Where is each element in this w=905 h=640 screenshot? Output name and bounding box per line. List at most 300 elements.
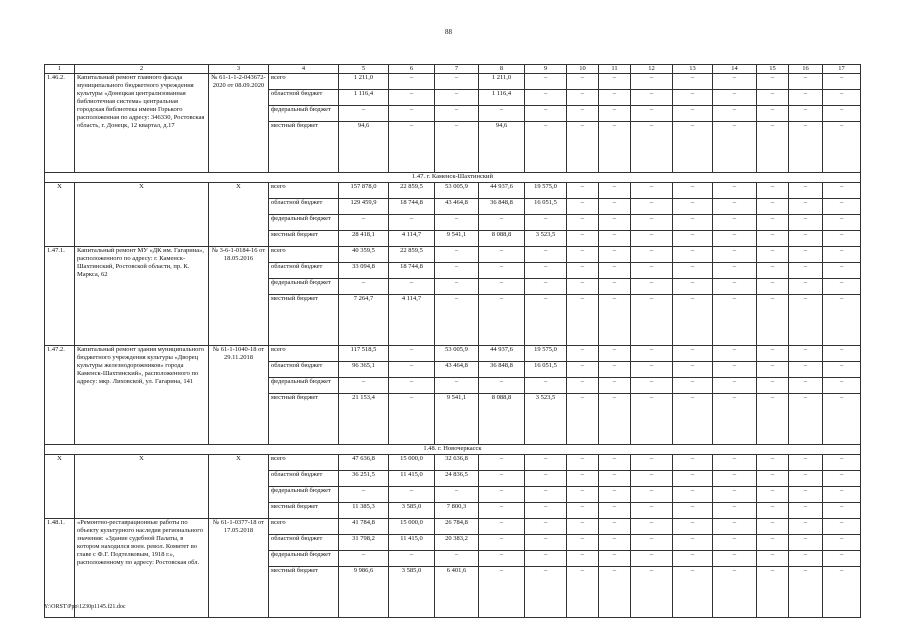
amount-cell: – <box>789 122 823 173</box>
amount-cell: – <box>479 535 525 551</box>
amount-cell: – <box>673 74 713 90</box>
amount-cell: 8 088,8 <box>479 394 525 445</box>
amount-cell: – <box>673 346 713 362</box>
amount-cell: – <box>389 122 435 173</box>
item-number: X <box>45 455 75 519</box>
amount-cell: – <box>789 378 823 394</box>
amount-cell: – <box>479 503 525 519</box>
amount-cell: – <box>823 362 861 378</box>
amount-cell: – <box>673 215 713 231</box>
budget-table <box>44 64 861 618</box>
amount-cell: 28 418,1 <box>339 231 389 247</box>
item-description: Капитальный ремонт МУ «ДК им. Гагарина», расположенного по адресу: г. Каменск-Шахтинский, Ростовской области, пр. К. Маркса, 62 <box>75 247 209 346</box>
amount-cell: – <box>713 263 757 279</box>
amount-cell: – <box>757 295 789 346</box>
amount-cell: 16 051,5 <box>525 199 567 215</box>
amount-cell: – <box>389 90 435 106</box>
amount-cell: – <box>631 362 673 378</box>
amount-cell: – <box>713 247 757 263</box>
amount-cell: – <box>713 231 757 247</box>
amount-cell: – <box>567 362 599 378</box>
amount-cell: – <box>713 503 757 519</box>
item-description: Капитальный ремонт главного фасада муниципального бюджетного учреждения культуры «Донецкая централизованная библиотечная система» центральная городская библиотека имени Горького расположенная по адресу: 346330, Ростовская область, г. Донецк, 12 квартал, д.17 <box>75 74 209 173</box>
amount-cell: – <box>757 215 789 231</box>
amount-cell: – <box>823 551 861 567</box>
amount-cell: – <box>599 74 631 90</box>
amount-cell: – <box>631 231 673 247</box>
amount-cell: – <box>525 279 567 295</box>
amount-cell: – <box>567 295 599 346</box>
table-row <box>45 455 861 471</box>
amount-cell: 94,6 <box>479 122 525 173</box>
amount-cell: 1 116,4 <box>339 90 389 106</box>
amount-cell: – <box>789 551 823 567</box>
amount-cell: – <box>757 567 789 618</box>
page-number: 88 <box>445 28 452 36</box>
amount-cell: – <box>631 567 673 618</box>
amount-cell: – <box>757 519 789 535</box>
amount-cell: – <box>823 183 861 199</box>
amount-cell: – <box>567 247 599 263</box>
item-number: 1.48.1. <box>45 519 75 618</box>
amount-cell: 32 636,8 <box>435 455 479 471</box>
column-number: 5 <box>339 65 389 74</box>
amount-cell: – <box>823 106 861 122</box>
amount-cell: – <box>789 231 823 247</box>
amount-cell: – <box>789 394 823 445</box>
amount-cell: – <box>567 535 599 551</box>
item-document: № 61-1-1-2-043672-2020 от 08.09.2020 <box>209 74 269 173</box>
amount-cell: – <box>757 199 789 215</box>
funding-source-label: областной бюджет <box>269 263 339 279</box>
table-row <box>45 519 861 535</box>
amount-cell: – <box>599 394 631 445</box>
amount-cell: – <box>757 535 789 551</box>
amount-cell: – <box>789 503 823 519</box>
column-number: 3 <box>209 65 269 74</box>
amount-cell: – <box>389 346 435 362</box>
amount-cell: – <box>631 394 673 445</box>
amount-cell: – <box>567 503 599 519</box>
funding-source-label: всего <box>269 346 339 362</box>
amount-cell: – <box>339 551 389 567</box>
amount-cell: – <box>599 231 631 247</box>
amount-cell: – <box>823 487 861 503</box>
amount-cell: 21 153,4 <box>339 394 389 445</box>
amount-cell: – <box>789 279 823 295</box>
amount-cell: 31 798,2 <box>339 535 389 551</box>
amount-cell: – <box>631 471 673 487</box>
amount-cell: – <box>757 503 789 519</box>
amount-cell: – <box>599 215 631 231</box>
amount-cell: – <box>525 503 567 519</box>
amount-cell: – <box>479 247 525 263</box>
amount-cell: – <box>599 487 631 503</box>
amount-cell: – <box>567 567 599 618</box>
amount-cell: – <box>789 199 823 215</box>
amount-cell: 36 251,5 <box>339 471 389 487</box>
amount-cell: – <box>631 503 673 519</box>
column-number: 6 <box>389 65 435 74</box>
amount-cell: – <box>631 535 673 551</box>
amount-cell: – <box>567 487 599 503</box>
amount-cell: – <box>525 487 567 503</box>
amount-cell: – <box>525 247 567 263</box>
amount-cell: – <box>713 122 757 173</box>
amount-cell: – <box>525 519 567 535</box>
amount-cell: – <box>479 295 525 346</box>
table-row <box>45 183 861 199</box>
amount-cell: – <box>713 378 757 394</box>
amount-cell: – <box>567 90 599 106</box>
amount-cell: – <box>713 567 757 618</box>
table-row <box>45 346 861 362</box>
amount-cell: – <box>631 455 673 471</box>
amount-cell: – <box>631 90 673 106</box>
amount-cell: 11 415,0 <box>389 535 435 551</box>
amount-cell: – <box>673 90 713 106</box>
item-description: Капитальный ремонт здания муниципального бюджетного учреждения культуры «Дворец культуры железнодорожников» города Каменск-Шахтинский», расположенного по адресу: мкр. Лиховской, ул. Гагарина, 141 <box>75 346 209 445</box>
amount-cell: – <box>525 551 567 567</box>
amount-cell: – <box>631 519 673 535</box>
amount-cell: – <box>823 519 861 535</box>
amount-cell: – <box>599 183 631 199</box>
amount-cell: – <box>567 74 599 90</box>
funding-source-label: федеральный бюджет <box>269 378 339 394</box>
amount-cell: 43 464,8 <box>435 199 479 215</box>
column-number: 7 <box>435 65 479 74</box>
amount-cell: – <box>599 535 631 551</box>
amount-cell: – <box>823 247 861 263</box>
amount-cell: – <box>599 295 631 346</box>
amount-cell: 11 415,0 <box>389 471 435 487</box>
amount-cell: 129 459,9 <box>339 199 389 215</box>
funding-source-label: всего <box>269 247 339 263</box>
amount-cell: – <box>525 215 567 231</box>
amount-cell: – <box>789 263 823 279</box>
amount-cell: – <box>823 74 861 90</box>
amount-cell: – <box>713 106 757 122</box>
amount-cell: 117 518,5 <box>339 346 389 362</box>
amount-cell: – <box>673 567 713 618</box>
amount-cell: – <box>435 122 479 173</box>
funding-source-label: федеральный бюджет <box>269 106 339 122</box>
amount-cell: – <box>757 471 789 487</box>
amount-cell: – <box>823 394 861 445</box>
amount-cell: – <box>823 263 861 279</box>
amount-cell: – <box>823 378 861 394</box>
column-number: 4 <box>269 65 339 74</box>
amount-cell: – <box>435 215 479 231</box>
funding-source-label: федеральный бюджет <box>269 551 339 567</box>
amount-cell: – <box>823 346 861 362</box>
amount-cell: – <box>599 346 631 362</box>
amount-cell: – <box>631 215 673 231</box>
amount-cell: – <box>599 90 631 106</box>
column-number: 16 <box>789 65 823 74</box>
amount-cell: 44 937,6 <box>479 346 525 362</box>
amount-cell: – <box>567 471 599 487</box>
amount-cell: – <box>631 279 673 295</box>
item-number: 1.47.2. <box>45 346 75 445</box>
amount-cell: – <box>789 183 823 199</box>
amount-cell: – <box>567 215 599 231</box>
amount-cell: – <box>823 503 861 519</box>
amount-cell: 157 878,0 <box>339 183 389 199</box>
amount-cell: – <box>599 106 631 122</box>
amount-cell: 53 005,9 <box>435 346 479 362</box>
amount-cell: – <box>525 106 567 122</box>
amount-cell: – <box>631 199 673 215</box>
amount-cell: – <box>567 263 599 279</box>
item-document: X <box>209 455 269 519</box>
funding-source-label: областной бюджет <box>269 535 339 551</box>
amount-cell: – <box>599 199 631 215</box>
amount-cell: – <box>599 247 631 263</box>
funding-source-label: федеральный бюджет <box>269 279 339 295</box>
amount-cell: – <box>599 471 631 487</box>
amount-cell: – <box>435 74 479 90</box>
amount-cell: 1 116,4 <box>479 90 525 106</box>
amount-cell: – <box>389 394 435 445</box>
amount-cell: – <box>525 90 567 106</box>
funding-source-label: местный бюджет <box>269 231 339 247</box>
amount-cell: – <box>757 455 789 471</box>
amount-cell: – <box>673 455 713 471</box>
amount-cell: 94,6 <box>339 122 389 173</box>
table-row <box>45 74 861 90</box>
amount-cell: 9 986,6 <box>339 567 389 618</box>
amount-cell: – <box>479 455 525 471</box>
amount-cell: – <box>631 106 673 122</box>
amount-cell: 19 575,0 <box>525 183 567 199</box>
amount-cell: – <box>789 471 823 487</box>
file-path-footer: Y:\ORST\Ppo\1230p1145.f21.doc <box>44 604 126 610</box>
item-description: X <box>75 455 209 519</box>
column-number-row <box>45 65 861 74</box>
amount-cell: – <box>713 74 757 90</box>
amount-cell: – <box>435 295 479 346</box>
amount-cell: – <box>479 567 525 618</box>
funding-source-label: областной бюджет <box>269 362 339 378</box>
amount-cell: – <box>567 279 599 295</box>
amount-cell: – <box>567 122 599 173</box>
amount-cell: 7 264,7 <box>339 295 389 346</box>
amount-cell: – <box>631 346 673 362</box>
amount-cell: 3 523,5 <box>525 394 567 445</box>
funding-source-label: всего <box>269 183 339 199</box>
amount-cell: – <box>823 90 861 106</box>
amount-cell: – <box>823 231 861 247</box>
amount-cell: – <box>789 455 823 471</box>
column-number: 9 <box>525 65 567 74</box>
amount-cell: – <box>673 106 713 122</box>
amount-cell: – <box>389 362 435 378</box>
amount-cell: 41 784,8 <box>339 519 389 535</box>
amount-cell: – <box>713 295 757 346</box>
amount-cell: – <box>823 455 861 471</box>
amount-cell: – <box>673 519 713 535</box>
amount-cell: 6 401,6 <box>435 567 479 618</box>
amount-cell: – <box>789 295 823 346</box>
item-description: «Ремонтно-реставрационные работы по объекту культурного наследия регионального значения: «Здание судебной Палаты, в котором находился воен. револ. Комитет во главе с Ф.Г. Подтелковым, 1918 г.», расположенному по адресу: Ростовская обл. <box>75 519 209 618</box>
amount-cell: – <box>673 551 713 567</box>
amount-cell: 36 848,8 <box>479 199 525 215</box>
funding-source-label: областной бюджет <box>269 90 339 106</box>
column-number: 11 <box>599 65 631 74</box>
amount-cell: – <box>339 487 389 503</box>
amount-cell: – <box>435 263 479 279</box>
amount-cell: – <box>599 378 631 394</box>
amount-cell: – <box>673 394 713 445</box>
item-description: X <box>75 183 209 247</box>
amount-cell: – <box>713 394 757 445</box>
amount-cell: – <box>599 551 631 567</box>
amount-cell: – <box>525 471 567 487</box>
amount-cell: 33 094,8 <box>339 263 389 279</box>
section-title: 1.47. г. Каменск-Шахтинский <box>45 173 861 183</box>
amount-cell: – <box>789 90 823 106</box>
amount-cell: – <box>673 279 713 295</box>
amount-cell: – <box>389 215 435 231</box>
funding-source-label: местный бюджет <box>269 122 339 173</box>
amount-cell: – <box>479 215 525 231</box>
amount-cell: – <box>757 346 789 362</box>
amount-cell: – <box>631 122 673 173</box>
amount-cell: – <box>599 455 631 471</box>
amount-cell: – <box>673 122 713 173</box>
amount-cell: – <box>713 362 757 378</box>
amount-cell: – <box>757 279 789 295</box>
amount-cell: – <box>823 215 861 231</box>
amount-cell: – <box>789 106 823 122</box>
funding-source-label: местный бюджет <box>269 503 339 519</box>
section-row <box>45 173 861 183</box>
amount-cell: – <box>673 295 713 346</box>
amount-cell: – <box>567 106 599 122</box>
amount-cell: – <box>713 535 757 551</box>
funding-source-label: местный бюджет <box>269 394 339 445</box>
amount-cell: – <box>479 487 525 503</box>
amount-cell: – <box>339 378 389 394</box>
amount-cell: – <box>713 455 757 471</box>
amount-cell: – <box>525 295 567 346</box>
amount-cell: – <box>479 378 525 394</box>
amount-cell: – <box>713 279 757 295</box>
amount-cell: – <box>713 346 757 362</box>
amount-cell: 9 541,1 <box>435 231 479 247</box>
column-number: 8 <box>479 65 525 74</box>
amount-cell: – <box>823 295 861 346</box>
amount-cell: – <box>631 378 673 394</box>
amount-cell: – <box>823 279 861 295</box>
amount-cell: 1 211,0 <box>339 74 389 90</box>
amount-cell: 11 385,3 <box>339 503 389 519</box>
amount-cell: 4 114,7 <box>389 231 435 247</box>
amount-cell: – <box>713 551 757 567</box>
amount-cell: – <box>713 519 757 535</box>
amount-cell: 3 585,0 <box>389 567 435 618</box>
amount-cell: – <box>789 346 823 362</box>
amount-cell: – <box>435 487 479 503</box>
funding-source-label: областной бюджет <box>269 471 339 487</box>
amount-cell: 44 937,6 <box>479 183 525 199</box>
amount-cell: – <box>757 74 789 90</box>
column-number: 2 <box>75 65 209 74</box>
amount-cell: – <box>525 567 567 618</box>
amount-cell: 16 051,5 <box>525 362 567 378</box>
amount-cell: – <box>757 231 789 247</box>
amount-cell: 3 585,0 <box>389 503 435 519</box>
amount-cell: 47 636,8 <box>339 455 389 471</box>
amount-cell: – <box>567 199 599 215</box>
amount-cell: – <box>525 263 567 279</box>
amount-cell: – <box>599 567 631 618</box>
amount-cell: – <box>757 487 789 503</box>
amount-cell: – <box>673 471 713 487</box>
amount-cell: – <box>673 199 713 215</box>
column-number: 17 <box>823 65 861 74</box>
amount-cell: – <box>567 394 599 445</box>
amount-cell: – <box>631 247 673 263</box>
amount-cell: – <box>599 503 631 519</box>
amount-cell: – <box>567 346 599 362</box>
amount-cell: – <box>713 487 757 503</box>
amount-cell: – <box>673 378 713 394</box>
amount-cell: – <box>435 551 479 567</box>
amount-cell: – <box>713 183 757 199</box>
item-document: № 3-6-1-0184-16 от 18.05.2016 <box>209 247 269 346</box>
item-document: № 61-1-1040-18 от 29.11.2018 <box>209 346 269 445</box>
amount-cell: – <box>757 551 789 567</box>
amount-cell: – <box>339 279 389 295</box>
amount-cell: – <box>389 106 435 122</box>
amount-cell: – <box>567 455 599 471</box>
amount-cell: – <box>713 199 757 215</box>
amount-cell: – <box>435 90 479 106</box>
amount-cell: – <box>757 106 789 122</box>
amount-cell: – <box>599 519 631 535</box>
column-number: 13 <box>673 65 713 74</box>
column-number: 1 <box>45 65 75 74</box>
amount-cell: – <box>757 362 789 378</box>
amount-cell: 19 575,0 <box>525 346 567 362</box>
section-title: 1.48. г. Новочеркасск <box>45 445 861 455</box>
funding-source-label: федеральный бюджет <box>269 215 339 231</box>
table-row <box>45 247 861 263</box>
amount-cell: – <box>435 106 479 122</box>
amount-cell: – <box>713 215 757 231</box>
amount-cell: 36 848,8 <box>479 362 525 378</box>
column-number: 10 <box>567 65 599 74</box>
amount-cell: 3 523,5 <box>525 231 567 247</box>
amount-cell: – <box>435 279 479 295</box>
amount-cell: – <box>673 487 713 503</box>
item-number: X <box>45 183 75 247</box>
amount-cell: 96 365,1 <box>339 362 389 378</box>
amount-cell: – <box>567 551 599 567</box>
amount-cell: – <box>713 90 757 106</box>
amount-cell: – <box>389 279 435 295</box>
amount-cell: – <box>631 487 673 503</box>
amount-cell: – <box>567 183 599 199</box>
amount-cell: – <box>599 362 631 378</box>
table-body <box>45 65 861 618</box>
amount-cell: – <box>673 362 713 378</box>
amount-cell: – <box>479 263 525 279</box>
amount-cell: – <box>631 295 673 346</box>
amount-cell: – <box>673 535 713 551</box>
